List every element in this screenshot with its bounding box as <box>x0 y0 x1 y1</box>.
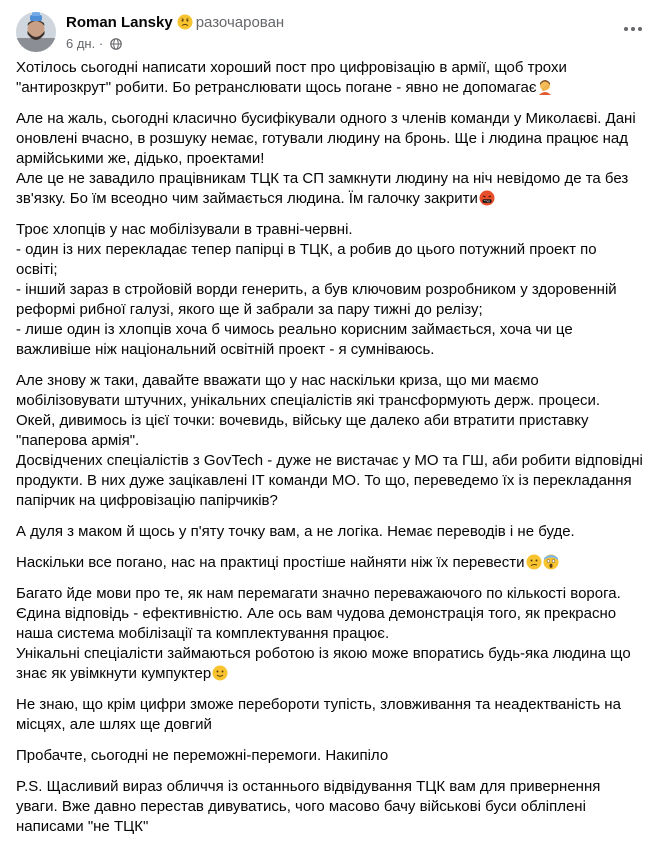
paragraph-text: Наскільки все погано, нас на практиці простіше найняти ніж їх перевести <box>16 554 525 571</box>
author-avatar[interactable] <box>16 12 56 52</box>
globe-icon[interactable] <box>110 38 122 50</box>
slightly-smiling-face-emoji <box>212 665 228 681</box>
post-paragraph <box>16 109 648 209</box>
paragraph-text: Не знаю, що крім цифри зможе перебороти тупість, зловживання та неадектваність на місцях, але шлях ще довгий <box>16 696 621 733</box>
paragraph-text: Пробачте, сьогодні не переможні-перемоги. Накипіло <box>16 747 389 764</box>
post-header <box>16 10 649 54</box>
paragraph-text: Багато йде мови про те, як нам перемагати значно переважаючого по кількості ворога. Єдина відповідь - ефективністю. Але ось вам чудова демонстрація того, як прекрасно наша система мобілізації та комплектування працює. Унікальні спеціалісти займаються роботою із якою може впоратись будь-яка людина що знає як увімкнути кумпуктер <box>16 585 631 682</box>
more-horizontal-icon <box>623 19 643 37</box>
post-body <box>16 58 648 848</box>
post-paragraph <box>16 584 648 684</box>
feeling-label: разочарован <box>195 14 285 31</box>
confused-face-emoji <box>526 554 542 570</box>
paragraph-text: Троє хлопців у нас мобілізували в травні-червні. - один із них перекладає тепер папірці в ТЦК, а робив до цього потужний проект по освіті; - інший зараз в стройовій ворди генерить, а був ключовим розробником у здоровенній реформі рибної галузі, якого ще й забрали за пару тижні до релізу; - лише один із хлопців хоча б чимось реально корисним займається, хоча чи це важливіше ніж національний освітній проект - я сумніваюсь. <box>16 221 617 358</box>
screaming-face-emoji <box>543 554 559 570</box>
meta-separator: · <box>98 36 104 51</box>
paragraph-text: А дуля з маком й щось у п'яту точку вам, а не логіка. Немає переводів і не буде. <box>16 523 575 540</box>
post-paragraph <box>16 777 648 837</box>
post-paragraph <box>16 220 648 360</box>
avatar-photo <box>16 12 56 52</box>
post-paragraph <box>16 695 648 735</box>
post-paragraph <box>16 58 648 98</box>
paragraph-text: Але на жаль, сьогодні класично бусифікували одного з членів команди у Миколаєві. Дані оновлені вчасно, в розшуку немає, готували людину на бронь. Ще і людина працює над армійськими же, дідько, проектами! Але це не завадило працівникам ТЦК та СП замкнути людину на ніч невідомо де та без зв'язку. Бо їм всеодно чим займається людина. Їм галочку закрити <box>16 110 636 207</box>
paragraph-text: P.S. Щасливий вираз обличчя із останнього відвідування ТЦК вам для привернення уваги. Вже давно перестав дивуватись, чого масово бачу військові буси обліплені написами "не ТЦК" <box>16 778 601 835</box>
post-paragraph <box>16 553 648 573</box>
author-name[interactable]: Roman Lansky <box>66 14 173 31</box>
post-meta <box>66 36 122 51</box>
post-paragraph <box>16 746 648 766</box>
person-facepalming-emoji <box>537 79 553 95</box>
more-options-button[interactable] <box>617 14 649 42</box>
paragraph-text: Але знову ж таки, давайте вважати що у нас наскільки криза, що ми маємо мобілізовувати штучних, унікальних спеціалістів які трансформують держ. процеси. Окей, дивимось із цієї точки: вочевидь, війську ще далеко аби втратити приставку "паперова армія". Досвідчених спеціалістів з GovTech - дуже не вистачає у МО та ГШ, аби робити відповідні продукти. В них дуже зацікавлені IT команди МО. То що, переведемо їх із перекладання папірчик на цифровізацію папірчиків? <box>16 372 643 509</box>
author-line <box>66 14 284 31</box>
paragraph-text: Хотілось сьогодні написати хороший пост про цифровізацію в армії, щоб трохи "антирозкрут" робити. Бо ретранслювати щось погане - явно не допомагає <box>16 59 567 96</box>
disappointed-face-icon <box>177 14 193 30</box>
post-paragraph <box>16 371 648 511</box>
post-paragraph <box>16 522 648 542</box>
post-timestamp[interactable]: 6 дн. <box>66 36 96 51</box>
face-with-symbols-emoji <box>479 190 495 206</box>
